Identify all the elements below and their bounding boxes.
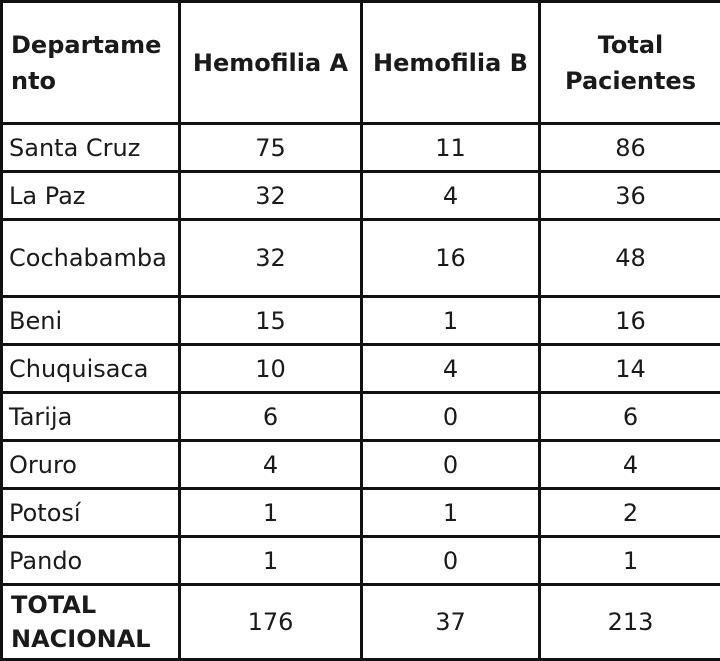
department-cell: Potosí	[2, 489, 180, 537]
total-cell: 1	[540, 537, 720, 585]
table-row	[2, 345, 720, 393]
hemofilia-a-cell: 1	[180, 537, 362, 585]
total-cell: 6	[540, 393, 720, 441]
hemofilia-b-cell: 11	[362, 124, 540, 172]
hemofilia-a-cell: 4	[180, 441, 362, 489]
total-hemofilia-b: 37	[362, 585, 540, 660]
total-cell: 14	[540, 345, 720, 393]
hemofilia-b-cell: 16	[362, 220, 540, 297]
department-cell: La Paz	[2, 172, 180, 220]
hemofilia-a-cell: 32	[180, 172, 362, 220]
department-cell: Cochabamba	[2, 220, 180, 297]
table-row	[2, 537, 720, 585]
header-total-pacientes: Total Pacientes	[540, 2, 720, 124]
table-row	[2, 172, 720, 220]
hemofilia-a-cell: 32	[180, 220, 362, 297]
total-nacional-label: TOTAL NACIONAL	[2, 585, 180, 660]
hemofilia-a-cell: 10	[180, 345, 362, 393]
table-row	[2, 441, 720, 489]
table-row	[2, 220, 720, 297]
department-cell: Beni	[2, 297, 180, 345]
table-row	[2, 489, 720, 537]
department-cell: Oruro	[2, 441, 180, 489]
total-pacientes: 213	[540, 585, 720, 660]
header-department: Departame nto	[2, 2, 180, 124]
total-cell: 48	[540, 220, 720, 297]
hemofilia-a-cell: 1	[180, 489, 362, 537]
total-cell: 36	[540, 172, 720, 220]
hemofilia-b-cell: 0	[362, 537, 540, 585]
department-cell: Santa Cruz	[2, 124, 180, 172]
total-cell: 4	[540, 441, 720, 489]
department-cell: Chuquisaca	[2, 345, 180, 393]
total-cell: 86	[540, 124, 720, 172]
header-row	[2, 2, 720, 124]
department-cell: Tarija	[2, 393, 180, 441]
hemofilia-a-cell: 15	[180, 297, 362, 345]
total-hemofilia-a: 176	[180, 585, 362, 660]
header-hemofilia-a: Hemofilia A	[180, 2, 362, 124]
hemofilia-a-cell: 6	[180, 393, 362, 441]
department-cell: Pando	[2, 537, 180, 585]
table-row	[2, 297, 720, 345]
table-row	[2, 124, 720, 172]
hemofilia-b-cell: 1	[362, 489, 540, 537]
total-cell: 2	[540, 489, 720, 537]
total-row	[2, 585, 720, 660]
hemofilia-b-cell: 0	[362, 441, 540, 489]
hemofilia-a-cell: 75	[180, 124, 362, 172]
hemofilia-b-cell: 4	[362, 345, 540, 393]
hemofilia-b-cell: 0	[362, 393, 540, 441]
header-hemofilia-b: Hemofilia B	[362, 2, 540, 124]
hemofilia-b-cell: 1	[362, 297, 540, 345]
table-row	[2, 393, 720, 441]
total-cell: 16	[540, 297, 720, 345]
hemofilia-b-cell: 4	[362, 172, 540, 220]
